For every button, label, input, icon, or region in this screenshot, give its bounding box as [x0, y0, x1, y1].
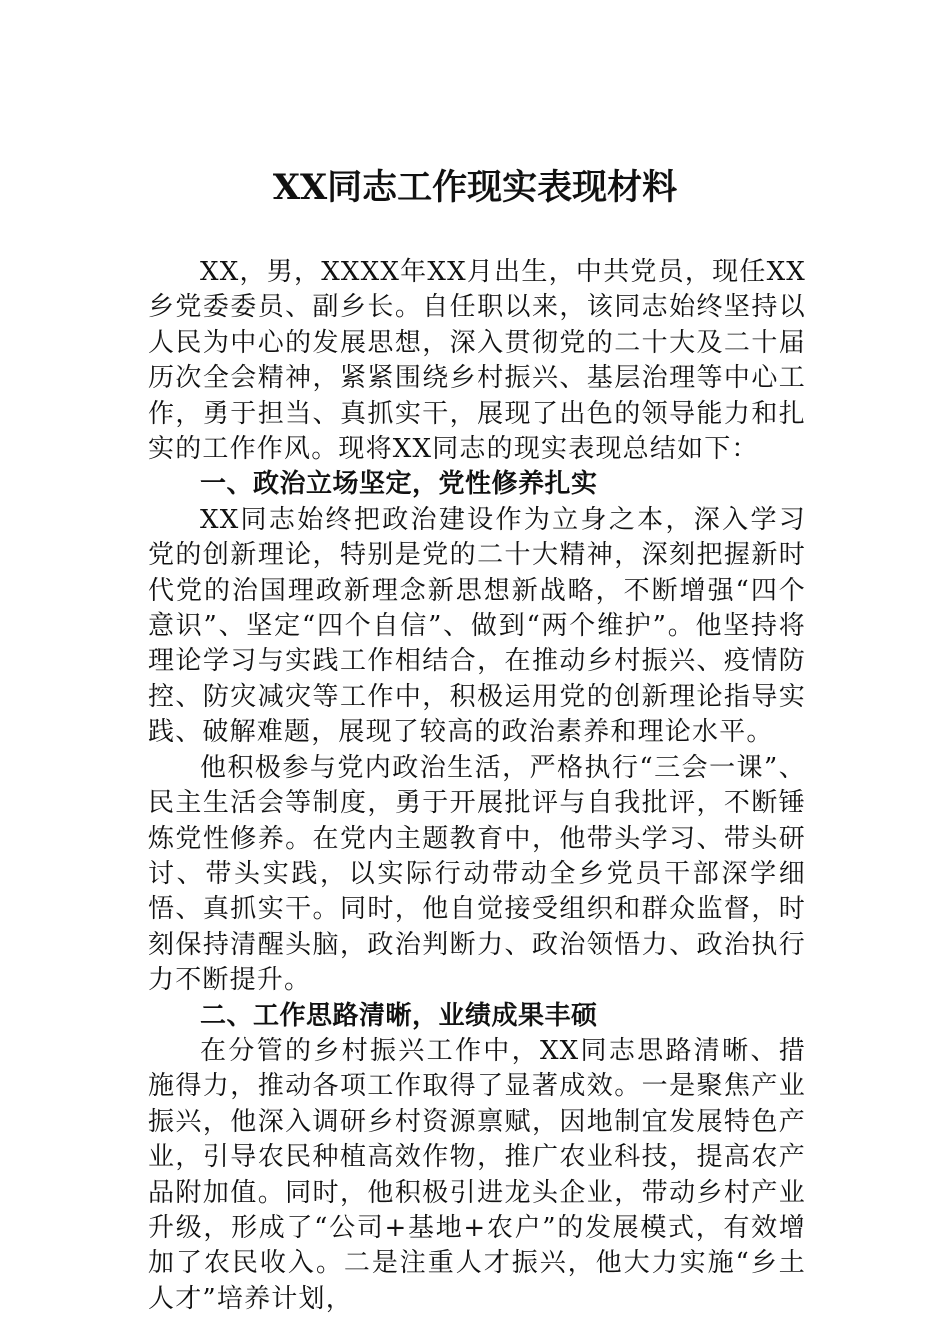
section-heading-1: 一、政治立场坚定，党性修养扎实 — [200, 469, 598, 500]
intro-paragraph: XX，男，XXXX年XX月出生，中共党员，现任XX乡党委委员、副乡长。自任职以来，该同志始终坚持以人民为中心的发展思想，深入贯彻党的二十大及二十届历次全会精神，紧紧围绕乡村振兴、基层治理等中心工作，勇于担当、真抓实干，展现了出色的领导能力和扎实的工作作风。现将XX同志的现实表现总结如下： — [148, 257, 806, 465]
section-1-paragraph-2: 他积极参与党内政治生活，严格执行“三会一课”、民主生活会等制度，勇于开展批评与自我批评，不断锤炼党性修养。在党内主题教育中，他带头学习、带头研讨、带头实践，以实际行动带动全乡党员干部深学细悟、真抓实干。同时，他自觉接受组织和群众监督，时刻保持清醒头脑，政治判断力、政治领悟力、政治执行力不断提升。 — [148, 752, 806, 996]
section-1-paragraph-1: XX同志始终把政治建设作为立身之本，深入学习党的创新理论，特别是党的二十大精神，深刻把握新时代党的治国理政新理念新思想新战略，不断增强“四个意识”、坚定“四个自信”、做到“两个维护”。他坚持将理论学习与实践工作相结合，在推动乡村振兴、疫情防控、防灾减灾等工作中，积极运用党的创新理论指导实践、破解难题，展现了较高的政治素养和理论水平。 — [148, 504, 806, 748]
document-title: XX同志工作现实表现材料 — [272, 167, 678, 208]
document-body — [148, 255, 806, 1317]
section-2-paragraph-1: 在分管的乡村振兴工作中，XX同志思路清晰、措施得力，推动各项工作取得了显著成效。一是聚焦产业振兴，他深入调研乡村资源禀赋，因地制宜发展特色产业，引导农民种植高效作物，推广农业科技，提高农产品附加值。同时，他积极引进龙头企业，带动乡村产业升级，形成了“公司+基地+农户”的发展模式，有效增加了农民收入。二是注重人才振兴，他大力实施“乡土人才”培养计划， — [148, 1035, 806, 1314]
section-heading-2: 二、工作思路清晰，业绩成果丰硕 — [200, 1000, 598, 1031]
